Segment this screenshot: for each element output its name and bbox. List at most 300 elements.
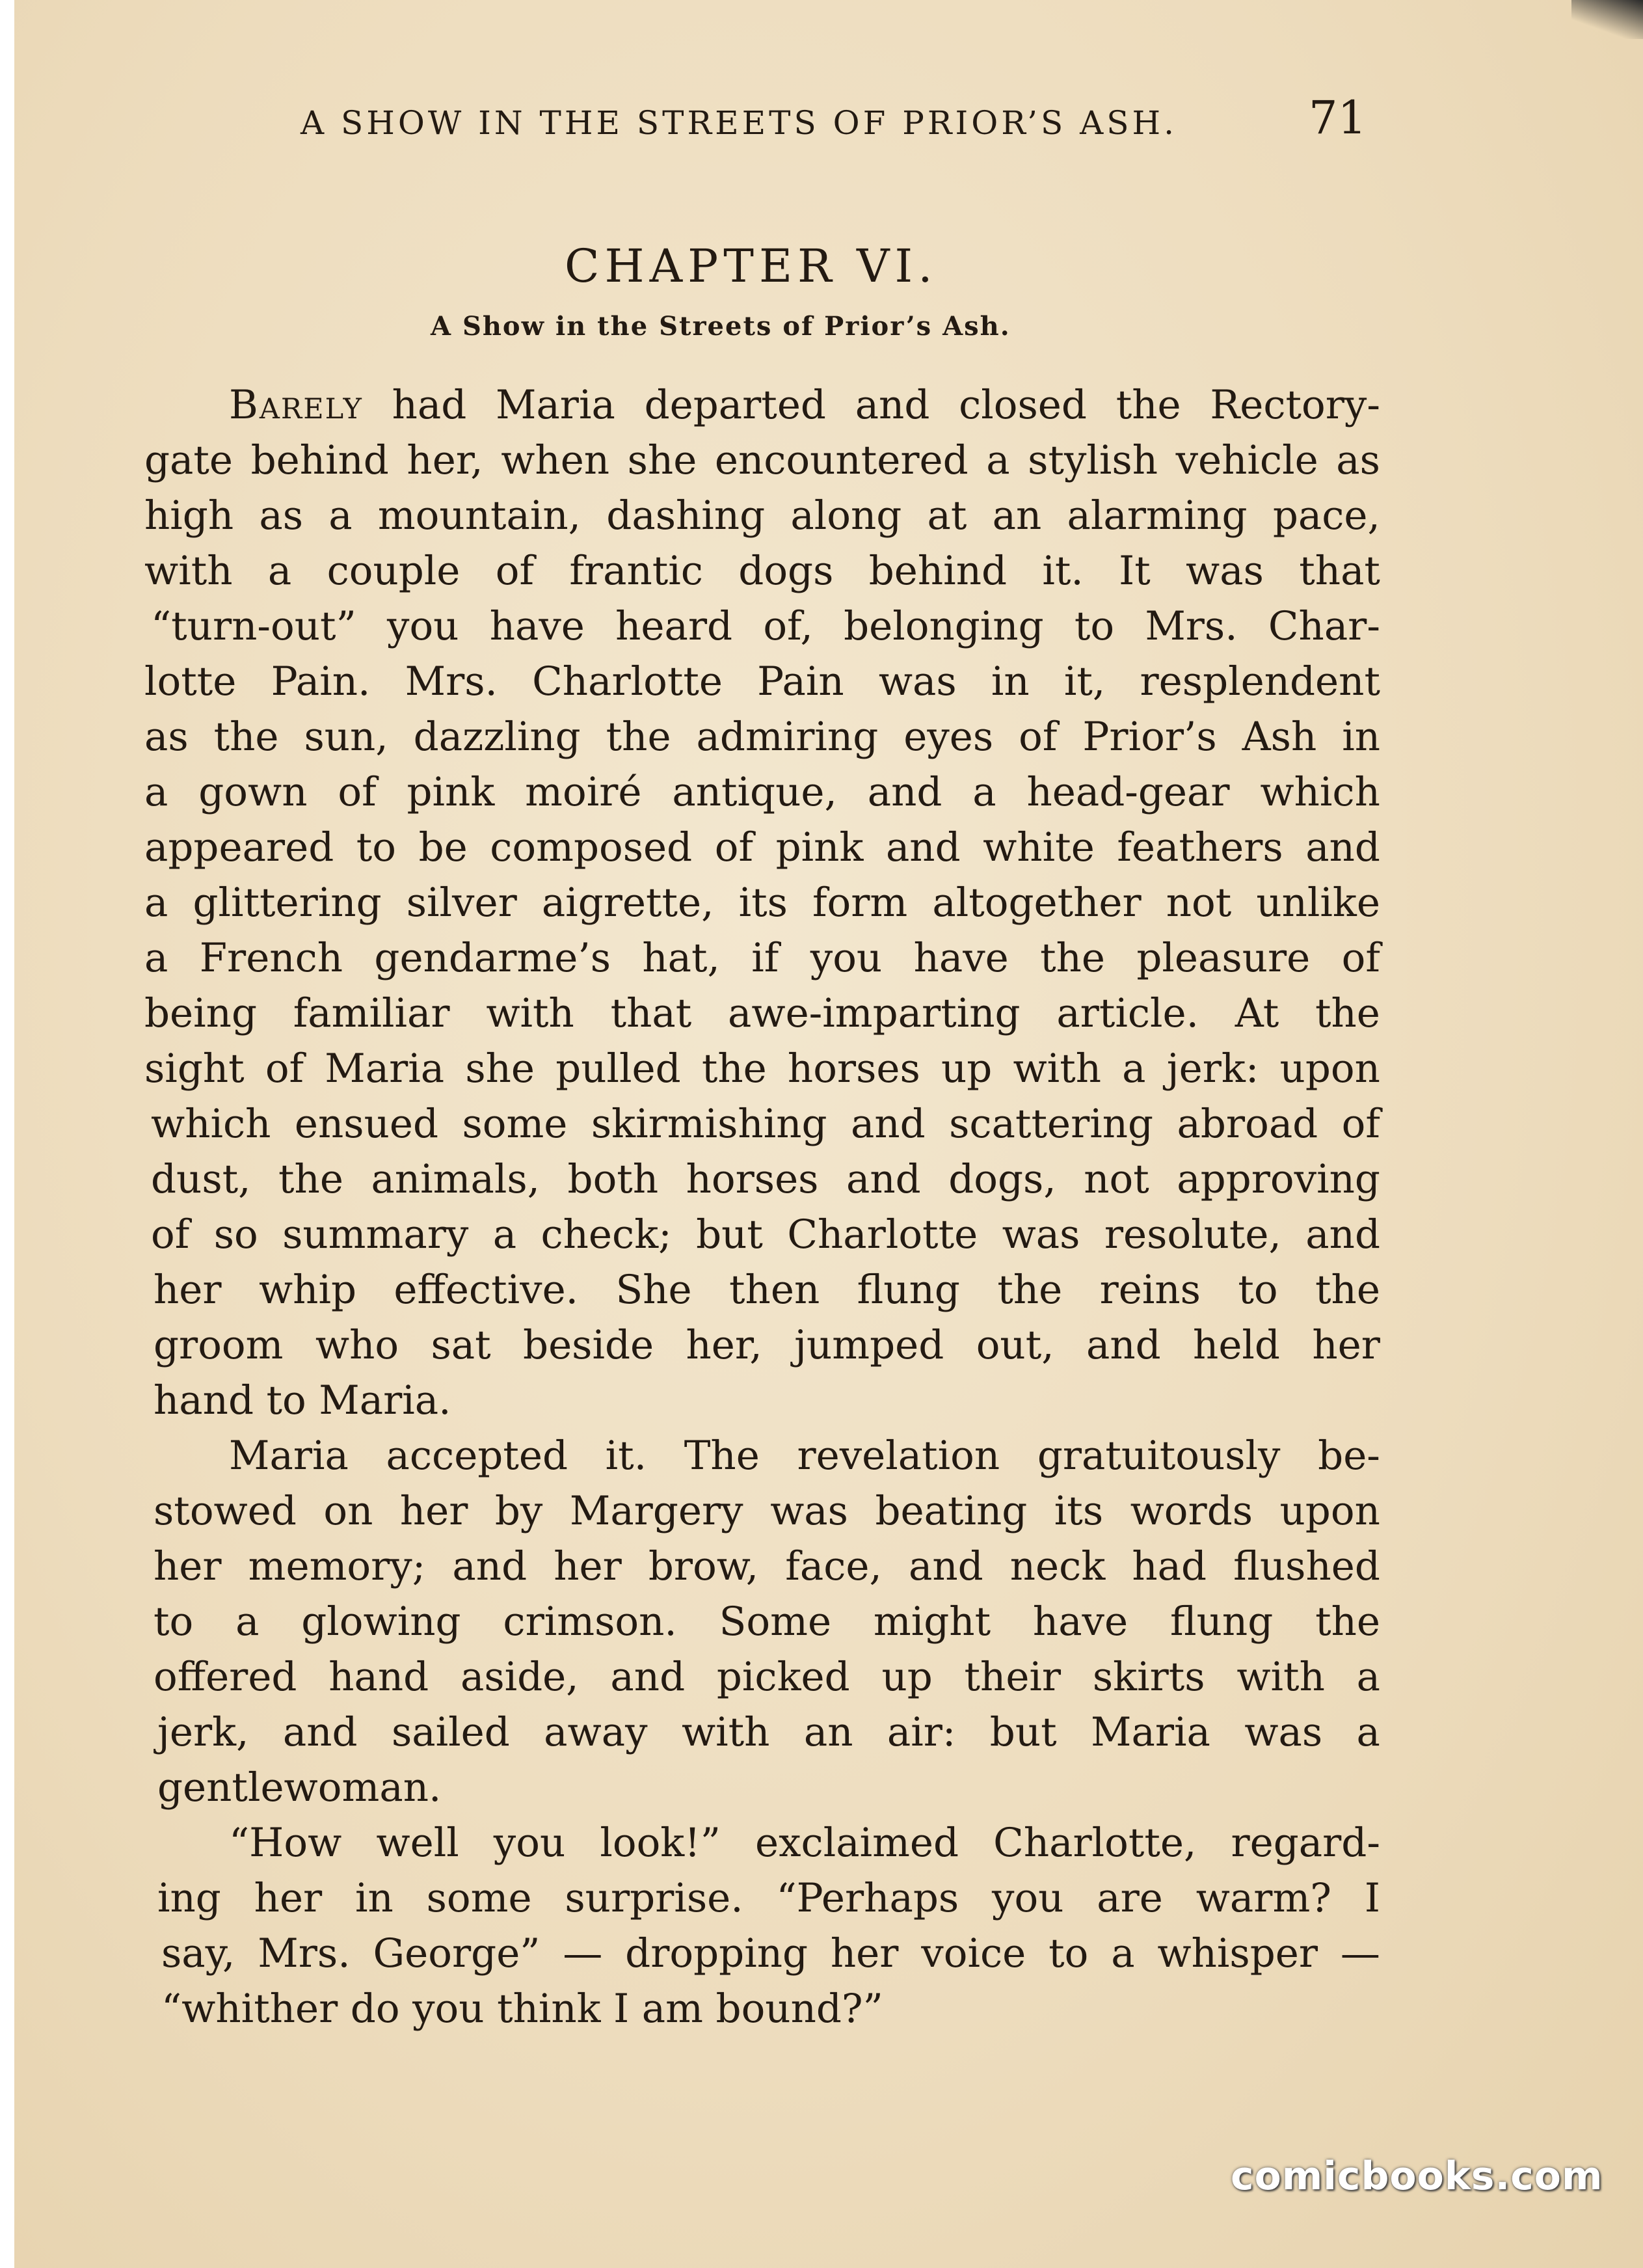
text-line [144,1594,1380,1649]
word: some [462,1101,568,1147]
word: a [1356,1654,1380,1700]
word: check; [541,1211,672,1258]
word: to [154,1599,194,1645]
text-line [144,488,1380,543]
text-line [144,377,1380,433]
word: French [199,935,343,981]
word: be [418,824,468,871]
word: the [1040,935,1106,981]
word: was [1244,1709,1323,1755]
word: a [1356,1709,1380,1755]
word: feathers [1117,824,1283,871]
word: as [144,714,189,760]
word: words [1130,1488,1253,1534]
word: white [983,824,1095,871]
word: with [1013,1046,1101,1092]
text-line [144,1096,1380,1152]
word: of [338,769,377,815]
word: their [964,1654,1062,1700]
word: of [1341,935,1380,981]
word: along [790,493,902,539]
word: a [492,1211,517,1258]
word: Maria [495,382,615,428]
word: a [328,493,353,539]
word: jerk: [1166,1046,1259,1092]
word: up [941,1046,993,1092]
word: I [613,1986,630,2032]
word: voice [921,1930,1026,1977]
word: whip [258,1267,356,1313]
word: eyes [903,714,994,760]
word: then [729,1267,820,1313]
word: her [554,1543,622,1589]
word: exclaimed [755,1820,959,1866]
word: not [1084,1156,1149,1202]
text-line [144,1926,1380,1981]
word: of [1341,1101,1380,1147]
word: admiring [696,714,879,760]
word: familiar [293,990,450,1036]
word: with [681,1709,770,1755]
word: held [1193,1322,1280,1368]
word: behind [868,548,1008,594]
word: think [497,1986,601,2032]
word: out, [976,1322,1054,1368]
word: George” [373,1930,541,1977]
word: high [144,493,234,539]
word: her [154,1267,222,1313]
word: both [567,1156,659,1202]
word: an [992,493,1042,539]
word: article. [1056,990,1199,1036]
text-line [144,1705,1380,1760]
word: Mrs. [258,1930,351,1977]
word: with [486,990,574,1036]
word: and [1086,1322,1161,1368]
word: which [1260,769,1380,815]
word: with [144,548,233,594]
word: being [144,990,257,1036]
word: bound?” [715,1986,883,2032]
word: do [350,1986,400,2032]
word: was [1002,1211,1080,1258]
word: Char- [1268,603,1380,649]
word: to [1049,1930,1089,1977]
word: her [399,1488,468,1534]
word: frantic [569,548,703,594]
word: flushed [1233,1543,1380,1589]
word: and [452,1543,528,1589]
word: neck [1009,1543,1106,1589]
word: Pain [757,658,844,705]
word: which [151,1101,271,1147]
word: her [254,1875,323,1921]
text-line [144,1207,1380,1262]
word: of [151,1211,190,1258]
word: Charlotte [787,1211,978,1258]
word: pace, [1272,493,1380,539]
word: moiré [525,769,642,815]
text-line [144,1152,1380,1207]
word: Prior’s [1082,714,1217,760]
word: in [991,658,1030,705]
word: a [986,437,1010,483]
word: you [493,1820,566,1866]
word: that [610,990,692,1036]
word: her, [407,437,483,483]
word: summary [282,1211,469,1258]
word: regard- [1231,1820,1380,1866]
word: whisper [1157,1930,1318,1977]
word: warm? [1196,1875,1332,1921]
word: — [1340,1930,1380,1977]
word: a [972,769,996,815]
word: Charlotte [532,658,723,705]
word: revelation [797,1433,1000,1479]
word: reins [1099,1267,1201,1313]
word: was [878,658,957,705]
word: Maria. [319,1377,451,1424]
word: a [144,935,168,981]
word: the [1315,1599,1380,1645]
word: its [738,880,788,926]
word: gendarme’s [374,935,611,981]
word: “How [229,1820,342,1866]
text-line [144,930,1380,986]
word: dust, [151,1156,251,1202]
word: She [615,1267,692,1313]
word: look!” [600,1820,721,1866]
word: with [1236,1654,1325,1700]
word: but [989,1709,1057,1755]
word: who [315,1322,399,1368]
word: dashing [606,493,766,539]
word: and [1305,824,1380,871]
word: the [213,714,279,760]
word: resplendent [1140,658,1380,705]
word: — [563,1930,603,1977]
word: flung [857,1267,960,1313]
word: It [1119,548,1151,594]
word: resolute, [1104,1211,1281,1258]
word: as [1336,437,1380,483]
word: form [812,880,908,926]
text-line [144,599,1380,654]
word: glittering [193,880,382,926]
word: gate [144,437,234,483]
word: an [803,1709,853,1755]
word: crimson. [503,1599,677,1645]
word: a [1122,1046,1146,1092]
word: awe-imparting [728,990,1021,1036]
word: at [927,493,967,539]
page-corner-shadow [1571,0,1643,39]
chapter-title: CHAPTER VI. [565,239,938,293]
word: in [1342,714,1380,760]
word: a [267,548,292,594]
word: are [1097,1875,1163,1921]
word: jerk, [157,1709,249,1755]
word: gratuitously [1037,1433,1281,1479]
body-text [144,377,1380,2036]
text-line [144,1317,1380,1373]
word: say, [161,1930,235,1977]
text-line [144,654,1380,709]
word: on [323,1488,373,1534]
word: picked [716,1654,850,1700]
word: and [867,769,942,815]
word: couple [327,548,461,594]
word: and [908,1543,983,1589]
word: Some [719,1599,832,1645]
word: dazzling [413,714,581,760]
text-line [144,875,1380,930]
word: dogs [738,548,834,594]
word: pleasure [1136,935,1311,981]
word: of [495,548,535,594]
word: a [144,769,168,815]
word: Maria [1091,1709,1210,1755]
word: departed [644,382,826,428]
word: dropping [625,1930,808,1977]
text-line [144,1262,1380,1317]
word: Maria [325,1046,445,1092]
word: encountered [714,437,968,483]
word: but [696,1211,763,1258]
word: pink [407,769,495,815]
word: in [355,1875,394,1921]
word: of [265,1046,304,1092]
word: when [501,437,610,483]
word: flung [1169,1599,1274,1645]
word: ensued [294,1101,439,1147]
word: the [701,1046,767,1092]
text-line [144,1870,1380,1926]
word: sun, [304,714,388,760]
word: heard [615,603,733,649]
text-line [144,1041,1380,1096]
word: pink [775,824,864,871]
word: am [641,1986,703,2032]
word: was [1186,548,1264,594]
word: groom [154,1322,284,1368]
word: dogs, [948,1156,1056,1202]
text-line [144,1373,1380,1428]
word: vehicle [1175,437,1318,483]
running-header: A SHOW IN THE STREETS OF PRIOR’S ASH. [301,104,1178,142]
word: effective. [394,1267,579,1313]
text-line [144,1649,1380,1705]
word: had [392,382,467,428]
text-line [144,1760,1380,1815]
word: scattering [949,1101,1154,1147]
word: away [544,1709,648,1755]
word: alarming [1067,493,1248,539]
word: hand [154,1377,254,1424]
text-line [144,1815,1380,1870]
word: you [412,1986,485,2032]
word: antique, [672,769,837,815]
word: glowing [301,1599,461,1645]
word: the [1115,382,1181,428]
word: she [465,1046,535,1092]
word: beside [523,1322,654,1368]
word: gentlewoman. [157,1764,442,1811]
word: altogether [932,880,1142,926]
word: appeared [144,824,334,871]
text-line [144,820,1380,875]
word: you [810,935,883,981]
word: “whither [161,1986,338,2032]
word: Mrs. [405,658,498,705]
text-line [144,1483,1380,1539]
word: to [356,824,397,871]
word: composed [490,824,693,871]
word: of, [763,603,813,649]
chapter-subtitle: A Show in the Streets of Prior’s Ash. [431,311,1011,342]
word: animals, [371,1156,541,1202]
word: the [278,1156,343,1202]
word: its [1054,1488,1104,1534]
text-line [144,764,1380,820]
word: accepted [386,1433,568,1479]
word: stylish [1028,437,1158,483]
word: silver [406,880,517,926]
word: Ash [1242,714,1317,760]
text-line [144,543,1380,599]
word: aigrette, [541,880,714,926]
word: as [259,493,304,539]
word: it, [1063,658,1106,705]
word: of [1019,714,1058,760]
word: her [830,1930,899,1977]
word: upon [1279,1046,1380,1092]
word: hand [328,1654,429,1700]
word: if [751,935,779,981]
word: At [1235,990,1279,1036]
book-page [14,0,1643,2268]
word: it. [605,1433,647,1479]
word: the [1315,1267,1380,1313]
text-line [144,1539,1380,1594]
word: was [770,1488,848,1534]
word: have [913,935,1009,981]
word: sat [431,1322,491,1368]
word: her [1312,1322,1380,1368]
word: pulled [555,1046,681,1092]
word: and [282,1709,358,1755]
word: stowed [154,1488,297,1534]
word: and [855,382,930,428]
word: skirts [1092,1654,1205,1700]
word: brow, [648,1543,759,1589]
word: her [154,1543,222,1589]
word: the [997,1267,1063,1313]
word: I [1364,1875,1380,1921]
word: surprise. [565,1875,743,1921]
word: memory; [248,1543,426,1589]
word: behind [250,437,389,483]
word: sailed [391,1709,510,1755]
word: closed [959,382,1087,428]
text-line [144,986,1380,1041]
text-line [144,1428,1380,1483]
word: a [1111,1930,1135,1977]
word: some [426,1875,532,1921]
word: she [627,437,697,483]
word: offered [154,1654,297,1700]
word: ing [157,1875,221,1921]
word: up [881,1654,933,1700]
word: to [1238,1267,1278,1313]
text-line [144,709,1380,764]
word: that [1299,548,1380,594]
word: jumped [794,1322,944,1368]
word: it. [1042,548,1084,594]
word: Barely [229,382,363,428]
word: of [714,824,754,871]
word: and [851,1101,926,1147]
word: head-gear [1026,769,1230,815]
word: aside, [460,1654,579,1700]
word: beating [875,1488,1028,1534]
word: lotte [144,658,237,705]
word: not [1166,880,1232,926]
word: belonging [844,603,1044,649]
word: you [386,603,459,649]
word: and [610,1654,686,1700]
word: to [266,1377,306,1424]
word: had [1132,1543,1207,1589]
word: be- [1318,1433,1380,1479]
word: horses [686,1156,819,1202]
word: Charlotte, [993,1820,1197,1866]
word: Margery [569,1488,743,1534]
text-line [144,1981,1380,2036]
word: and [846,1156,921,1202]
word: and [1305,1211,1380,1258]
word: have [489,603,585,649]
word: the [606,714,671,760]
word: skirmishing [591,1101,827,1147]
word: Maria [229,1433,349,1479]
word: abroad [1177,1101,1318,1147]
word: Mrs. [1145,603,1238,649]
word: The [684,1433,760,1479]
word: might [873,1599,991,1645]
word: Pain. [271,658,371,705]
word: sight [144,1046,245,1092]
word: unlike [1256,880,1380,926]
word: by [494,1488,543,1534]
word: so [213,1211,258,1258]
word: “Perhaps [776,1875,959,1921]
word: well [376,1820,459,1866]
word: horses [787,1046,920,1092]
word: hat, [642,935,720,981]
word: face, [785,1543,882,1589]
word: approving [1177,1156,1380,1202]
word: have [1032,1599,1129,1645]
word: a [144,880,168,926]
word: and [885,824,961,871]
text-line [144,433,1380,488]
word: air: [887,1709,956,1755]
page-number: 71 [1309,91,1367,144]
word: “turn-out” [151,603,356,649]
word: gown [198,769,308,815]
word: a [235,1599,260,1645]
